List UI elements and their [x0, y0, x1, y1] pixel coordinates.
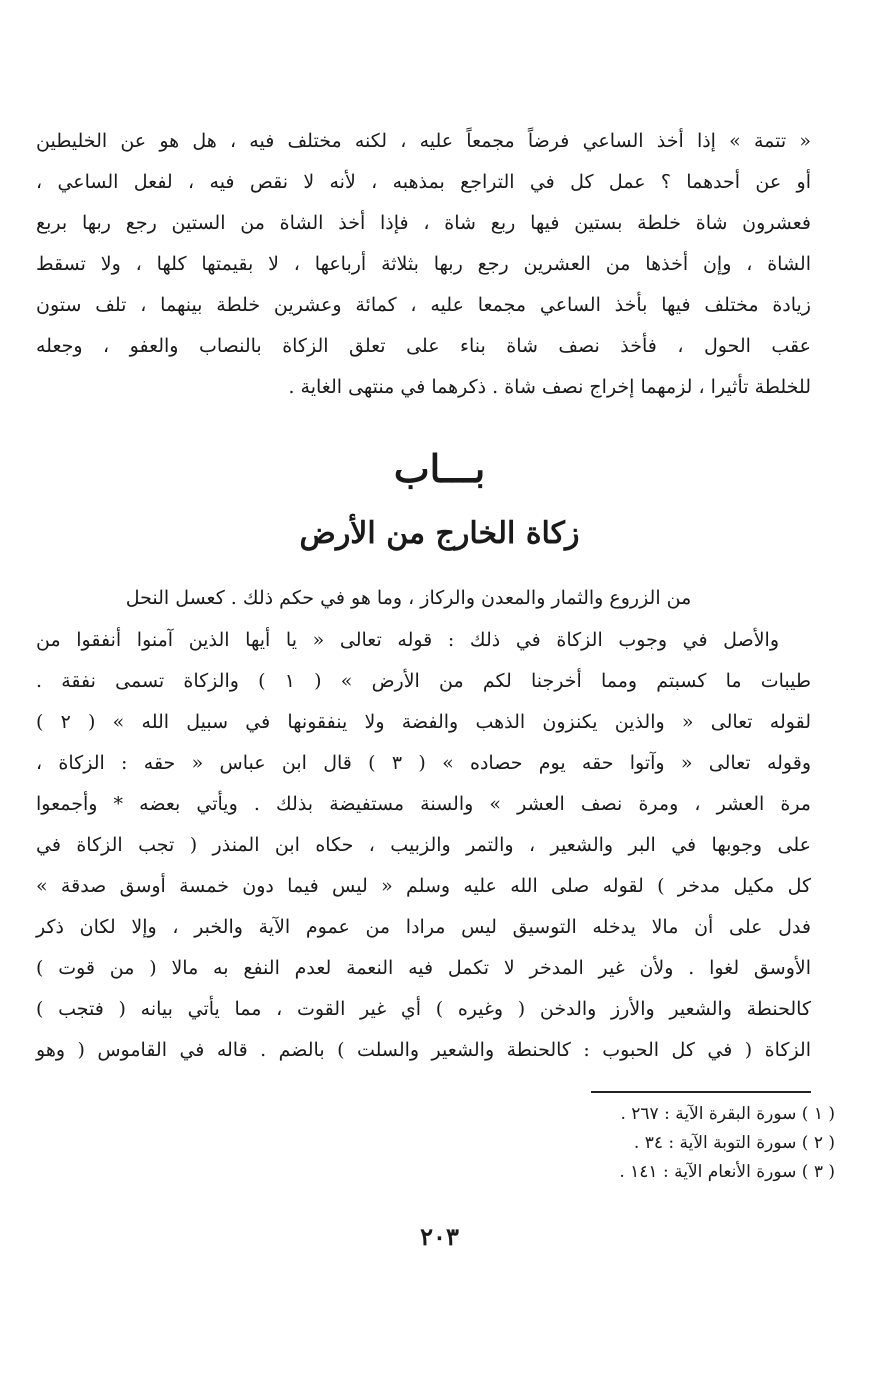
- chapter-heading: بـــاب: [393, 446, 486, 491]
- text-line: للخلطة تأثيرا ، لزمهما إخراج نصف شاة . ذكرهما في منتهى الغاية .: [288, 376, 811, 398]
- footnote: ( ١ ) سورة البقرة الآية : ٢٦٧ .: [620, 1104, 835, 1124]
- footnote: ( ٣ ) سورة الأنعام الآية : ١٤١ .: [619, 1162, 835, 1182]
- text-line: كالحنطة والشعير والأرز والدخن ( وغيره ) أي غير القوت ، مما يأتي بيانه ( فتجب ): [36, 998, 811, 1020]
- text-line: والأصل في وجوب الزكاة في ذلك : قوله تعالى « يا أيها الذين آمنوا أنفقوا من: [36, 629, 779, 651]
- text-line: الزكاة ( في كل الحبوب : كالحنطة والشعير والسلت ) بالضم . قاله في القاموس ( وهو: [36, 1039, 811, 1061]
- footnotes: [435, 1100, 835, 1187]
- page-number: ٢٠٣: [420, 1222, 459, 1251]
- footnote-divider: [591, 1091, 811, 1093]
- text-line: طيبات ما كسبتم ومما أخرجنا لكم من الأرض » ( ١ ) والزكاة تسمى نفقة .: [36, 670, 812, 692]
- text-line: فعشرون شاة خلطة بستين فيها ربع شاة ، فإذا أخذ الشاة من الستين رجع ربها بربع: [36, 212, 811, 234]
- subtitle-line: من الزروع والثمار والمعدن والركاز ، وما هو في حكم ذلك . كعسل النحل: [125, 587, 692, 609]
- text-line: لقوله تعالى « والذين يكنزون الذهب والفضة ولا ينفقونها في سبيل الله » ( ٢ ): [36, 711, 811, 733]
- text-line: على وجوبها في البر والشعير ، والتمر والزبيب ، حكاه ابن المنذر ( تجب الزكاة في: [36, 834, 811, 856]
- text-line: عقب الحول ، فأخذ نصف شاة بناء على تعلق الزكاة بالنصاب والعفو ، وجعله: [36, 335, 811, 357]
- text-line: الشاة ، وإن أخذها من العشرين رجع ربها بثلاثة أرباعها ، لا بقيمتها كلها ، ولا تسقط: [36, 253, 811, 275]
- intro-paragraph: [36, 121, 811, 408]
- text-line: كل مكيل مدخر ) لقوله صلى الله عليه وسلم « ليس فيما دون خمسة أوسق صدقة »: [36, 875, 811, 897]
- text-line: زيادة مختلف فيها بأخذ الساعي مجمعا عليه ، كمائة وعشرين خلطة بينهما ، تلف ستون: [36, 294, 811, 316]
- text-line: وقوله تعالى « وآتوا حقه يوم حصاده » ( ٣ ) قال ابن عباس « حقه : الزكاة ،: [36, 752, 811, 774]
- text-line: فدل على أن مالا يدخله التوسيق ليس مرادا من عموم الآية والخبر ، وإلا لكان ذكر: [36, 916, 811, 938]
- chapter-title: زكاة الخارج من الأرض: [299, 516, 580, 551]
- footnote: ( ٢ ) سورة التوبة الآية : ٣٤ .: [633, 1133, 835, 1153]
- text-line: الأوسق لغوا . ولأن غير المدخر لا تكمل فيه النعمة لعدم النفع به مالا ( من قوت ): [36, 957, 811, 979]
- text-line: « تتمة » إذا أخذ الساعي فرضاً مجمعاً عليه ، لكنه مختلف فيه ، هل هو عن الخليطين: [36, 130, 811, 152]
- text-line: أو عن أحدهما ؟ عمل كل في التراجع بمذهبه ، لأنه لا نقص فيه ، لفعل الساعي ،: [36, 171, 811, 193]
- chapter-subtitle: [36, 578, 811, 619]
- body-paragraph: [36, 620, 811, 1071]
- text-line: مرة العشر ، ومرة نصف العشر » والسنة مستفيضة بذلك . ويأتي بعضه * وأجمعوا: [36, 793, 811, 815]
